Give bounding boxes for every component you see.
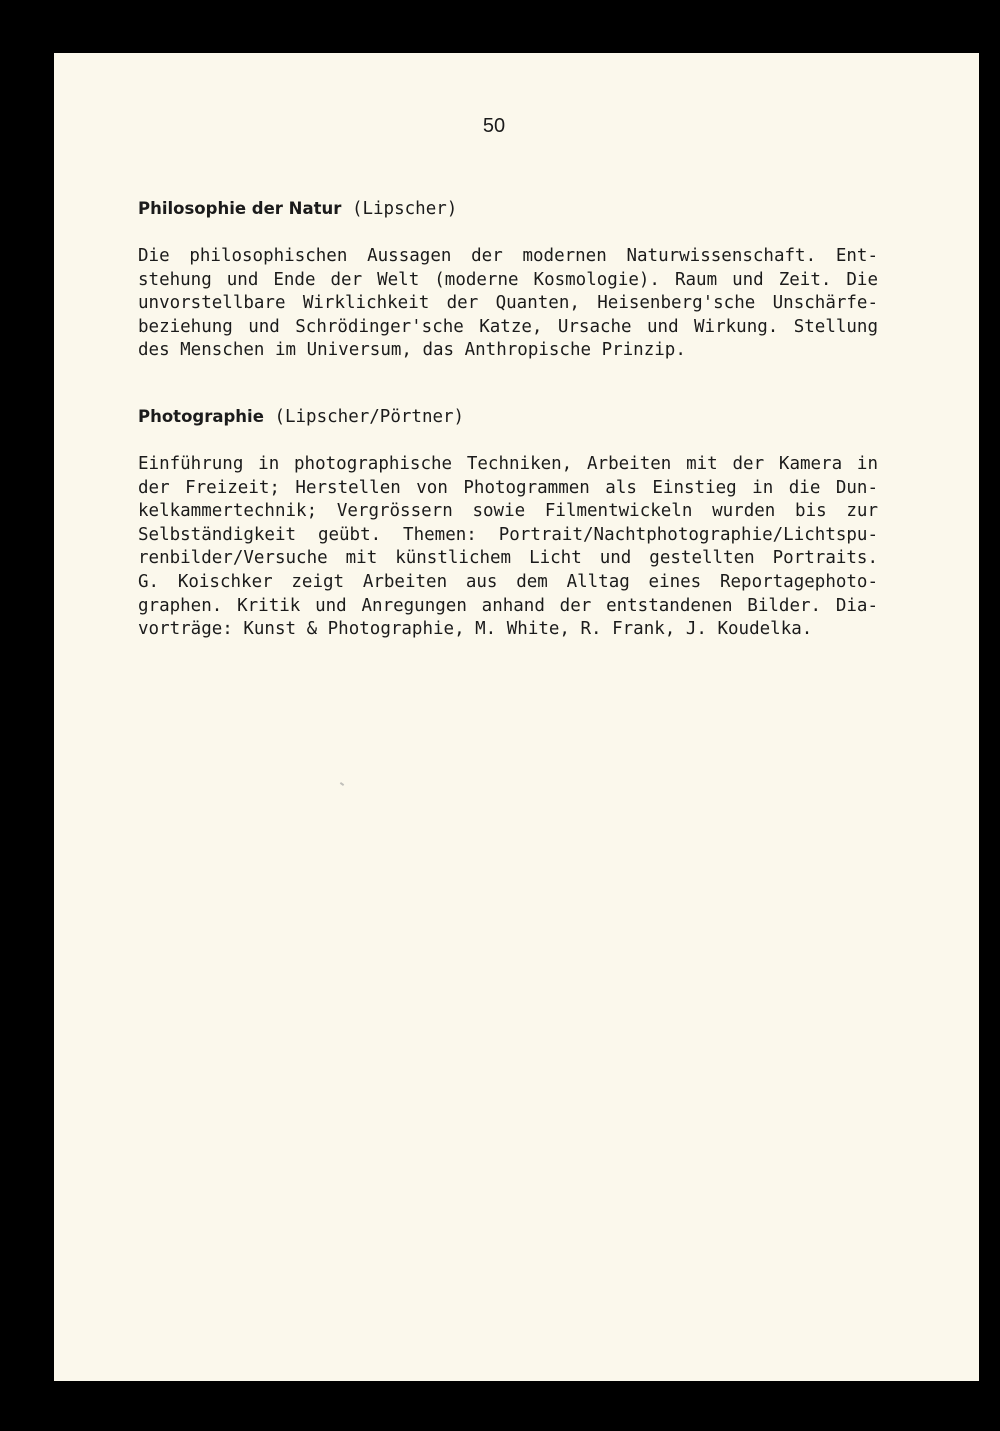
text-line: G. Koischker zeigt Arbeiten aus dem Alltag eines Reportagephoto- (138, 571, 878, 592)
section-title: Philosophie der Natur (138, 199, 342, 218)
text-line: vorträge: Kunst & Photographie, M. White, R. Frank, J. Koudelka. (138, 619, 813, 640)
section-photographie (138, 405, 878, 642)
scan-speck (340, 782, 344, 786)
document-page (54, 53, 979, 1381)
text-line: kelkammertechnik; Vergrössern sowie Filmentwickeln wurden bis zur (138, 501, 878, 522)
text-line: unvorstellbare Wirklichkeit der Quanten, Heisenberg'sche Unschärfe- (138, 293, 878, 314)
text-line: graphen. Kritik und Anregungen anhand der entstandenen Bilder. Dia- (138, 595, 878, 616)
page-number: 50 (482, 115, 506, 137)
text-line: Einführung in photographische Techniken, Arbeiten mit der Kamera in (138, 454, 878, 474)
section-body (138, 453, 878, 642)
text-line: beziehung und Schrödinger'sche Katze, Ursache und Wirkung. Stellung (138, 316, 878, 337)
section-author: (Lipscher/Pörtner) (274, 407, 465, 427)
section-title: Photographie (138, 407, 264, 426)
section-heading (138, 405, 878, 429)
text-line: stehung und Ende der Welt (moderne Kosmologie). Raum und Zeit. Die (138, 269, 878, 290)
section-author: (Lipscher) (351, 199, 458, 219)
section-heading (138, 197, 878, 221)
text-line: renbilder/Versuche mit künstlichem Licht und gestellten Portraits. (138, 548, 878, 569)
text-line: Die philosophischen Aussagen der modernen Naturwissenschaft. Ent- (138, 246, 878, 266)
text-line: Selbständigkeit geübt. Themen: Portrait/Nachtphotographie/Lichtspu- (138, 524, 878, 545)
section-body (138, 245, 878, 363)
section-philosophie (138, 197, 878, 363)
text-line: des Menschen im Universum, das Anthropische Prinzip. (138, 340, 686, 361)
text-line: der Freizeit; Herstellen von Photogrammen als Einstieg in die Dun- (138, 477, 878, 498)
